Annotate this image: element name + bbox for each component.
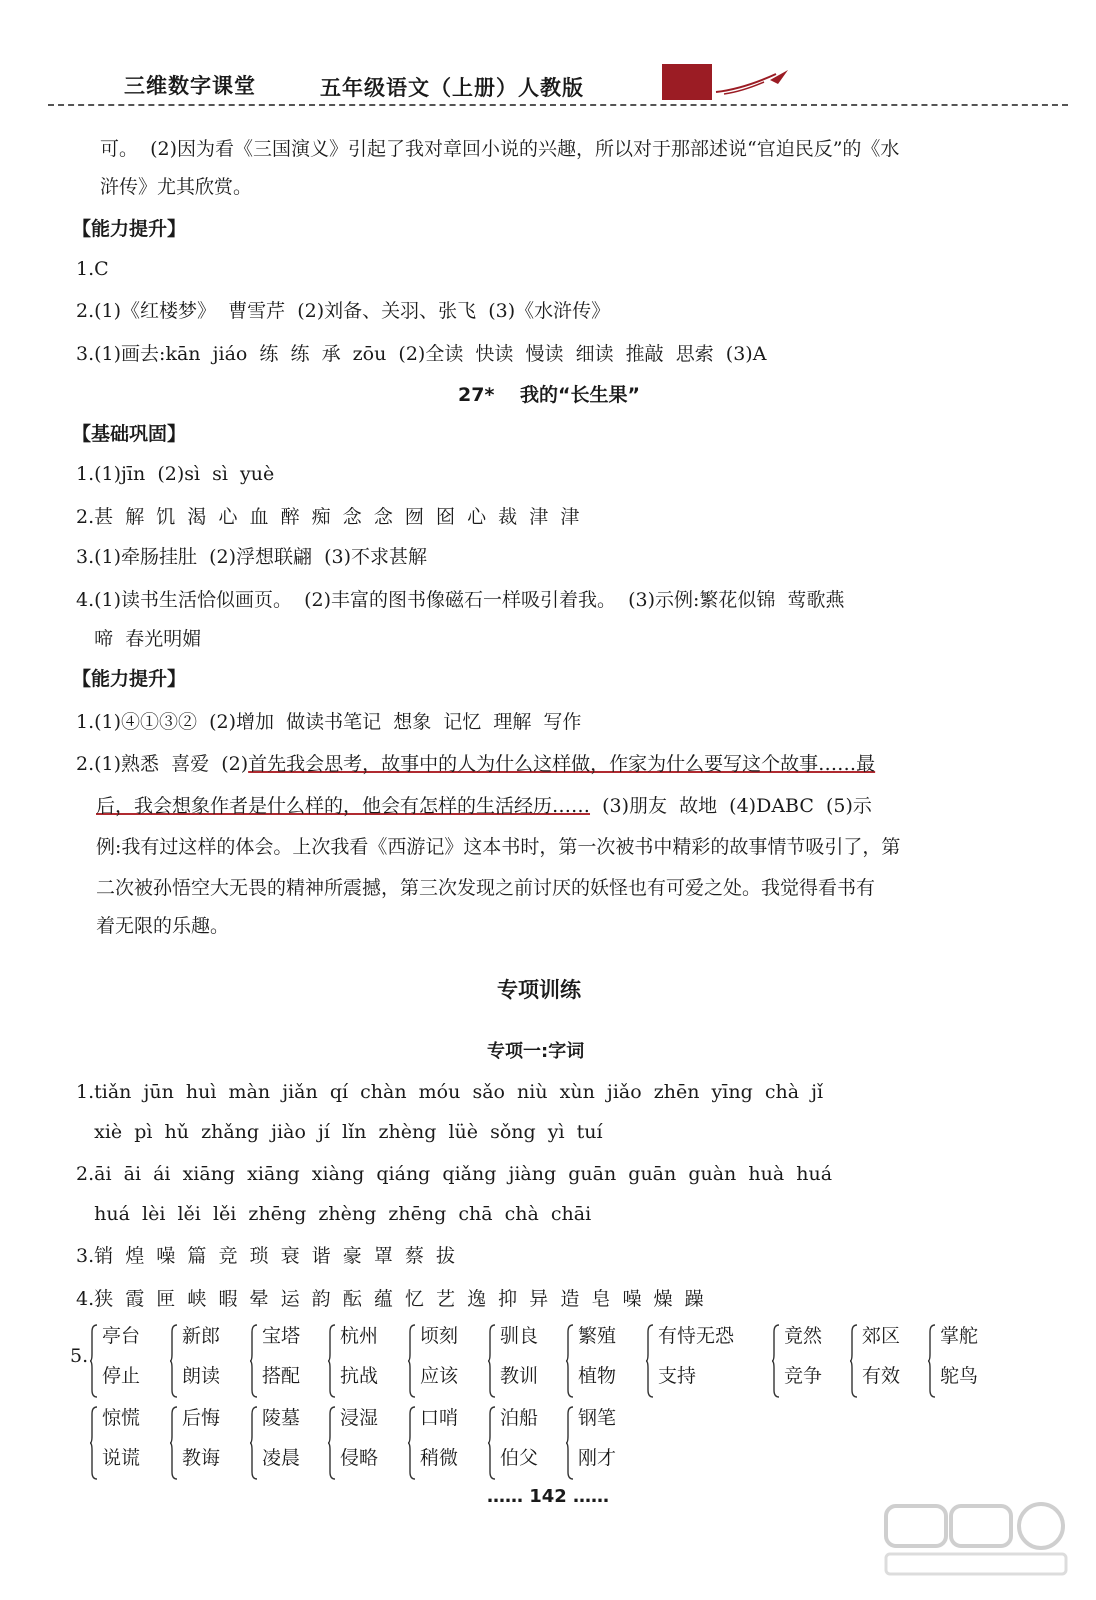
word-pair-bottom: 教训 bbox=[500, 1365, 539, 1387]
word-pair-bottom: 植物 bbox=[578, 1365, 617, 1387]
word-pair bbox=[488, 1404, 563, 1484]
text-line: 浒传》尤其欣赏。 bbox=[100, 176, 253, 198]
word-pair-top: 有恃无恐 bbox=[658, 1325, 735, 1347]
brace-mark bbox=[250, 1406, 258, 1480]
word-pair-top: 浸湿 bbox=[340, 1407, 379, 1429]
section-title: 专项训练 bbox=[497, 978, 581, 1002]
word-pair-top: 泊船 bbox=[500, 1407, 539, 1429]
word-pair-bottom: 教诲 bbox=[182, 1447, 221, 1469]
subject-title: 五年级语文（上册）人教版 bbox=[320, 76, 584, 100]
brace-mark bbox=[408, 1406, 416, 1480]
brace-mark bbox=[566, 1406, 574, 1480]
word-pair-bottom: 应该 bbox=[420, 1365, 459, 1387]
lesson-number: 27* bbox=[458, 384, 495, 406]
section-header: 【能力提升】 bbox=[72, 218, 187, 240]
word-pair bbox=[250, 1322, 325, 1402]
text-line: 2.(1)《红楼梦》 曹雪芹 (2)刘备、关羽、张飞 (3)《水浒传》 bbox=[76, 300, 611, 322]
text-line: 二次被孙悟空大无畏的精神所震撼，第三次发现之前讨厌的妖怪也有可爱之处。我觉得看书有 bbox=[96, 877, 876, 899]
text-line: 3.销 煌 噪 篇 竞 琐 衰 谐 豪 罩 蔡 拔 bbox=[76, 1245, 455, 1267]
subsection-title: 专项一:字词 bbox=[487, 1041, 585, 1062]
word-pair bbox=[170, 1404, 245, 1484]
brace-mark bbox=[90, 1324, 98, 1398]
brace-mark bbox=[250, 1324, 258, 1398]
word-pair bbox=[566, 1322, 641, 1402]
brace-mark bbox=[328, 1324, 336, 1398]
brace-mark bbox=[928, 1324, 936, 1398]
brace-mark bbox=[488, 1406, 496, 1480]
item-number: 5. bbox=[70, 1345, 89, 1367]
text-line: 1.tiǎn jūn huì màn jiǎn qí chàn móu sǎo niù xùn jiǎo zhēn yīng chà jǐ bbox=[76, 1081, 824, 1103]
text-line bbox=[76, 750, 1096, 778]
brace-mark bbox=[772, 1324, 780, 1398]
word-pair bbox=[90, 1404, 165, 1484]
word-pair bbox=[488, 1322, 563, 1402]
word-pair-bottom: 凌晨 bbox=[262, 1447, 301, 1469]
word-pair bbox=[850, 1322, 925, 1402]
text-line: 着无限的乐趣。 bbox=[96, 915, 230, 937]
text-line: 1.(1)④①③② (2)增加 做读书笔记 想象 记忆 理解 写作 bbox=[76, 711, 582, 733]
word-pair-top: 竟然 bbox=[784, 1325, 823, 1347]
word-pair-bottom: 支持 bbox=[658, 1365, 697, 1387]
text-line: 2.āi āi ái xiāng xiāng xiàng qiáng qiǎng jiàng guān guān guàn huà huá bbox=[76, 1163, 833, 1185]
word-pair-top: 掌舵 bbox=[940, 1325, 979, 1347]
word-pair-top: 新郎 bbox=[182, 1325, 221, 1347]
text-line: 1.(1)jīn (2)sì sì yuè bbox=[76, 463, 275, 485]
text-line: xiè pì hǔ zhǎng jiào jí lǐn zhèng lüè sǒng yì tuí bbox=[76, 1121, 603, 1143]
word-pair bbox=[328, 1404, 403, 1484]
word-pair-bottom: 说谎 bbox=[102, 1447, 141, 1469]
brace-mark bbox=[328, 1406, 336, 1480]
text-line: 3.(1)牵肠挂肚 (2)浮想联翩 (3)不求甚解 bbox=[76, 546, 428, 568]
word-pair-top: 后悔 bbox=[182, 1407, 221, 1429]
word-pair bbox=[328, 1322, 403, 1402]
word-pair-top: 陵墓 bbox=[262, 1407, 301, 1429]
word-pair-bottom: 侵略 bbox=[340, 1447, 379, 1469]
page-number: …… 142 …… bbox=[486, 1486, 610, 1507]
word-pair bbox=[566, 1404, 641, 1484]
page-header bbox=[48, 60, 1058, 110]
word-pair-top: 繁殖 bbox=[578, 1325, 617, 1347]
word-pair-bottom: 竞争 bbox=[784, 1365, 823, 1387]
brace-mark bbox=[566, 1324, 574, 1398]
word-pair-top: 驯良 bbox=[500, 1325, 539, 1347]
word-pair-top: 杭州 bbox=[340, 1325, 379, 1347]
underlined-answer: 后，我会想象作者是什么样的，他会有怎样的生活经历…… bbox=[96, 795, 591, 817]
text-line: 可。 (2)因为看《三国演义》引起了我对章回小说的兴趣，所以对于那部述说“官迫民反”的《水 bbox=[100, 138, 900, 160]
section-header: 【能力提升】 bbox=[72, 668, 187, 690]
rocket-icon bbox=[714, 66, 794, 96]
lesson-title: 我的“长生果” bbox=[520, 384, 640, 406]
word-pair-top: 郊区 bbox=[862, 1325, 901, 1347]
word-pair-bottom: 鸵鸟 bbox=[940, 1365, 979, 1387]
brace-mark bbox=[170, 1406, 178, 1480]
word-pair-top: 惊慌 bbox=[102, 1407, 141, 1429]
text-line: 1.C bbox=[76, 258, 109, 280]
brace-mark bbox=[850, 1324, 858, 1398]
brace-mark bbox=[646, 1324, 654, 1398]
brace-mark bbox=[488, 1324, 496, 1398]
word-pair bbox=[772, 1322, 847, 1402]
text-line: huá lèi lěi lěi zhēng zhèng zhēng chā chà chāi bbox=[76, 1203, 592, 1225]
word-pair-top: 口哨 bbox=[420, 1407, 459, 1429]
section-header: 【基础巩固】 bbox=[72, 423, 187, 445]
text-line: 3.(1)画去:kān jiáo 练 练 承 zōu (2)全读 快读 慢读 细读 推敲 思索 (3)A bbox=[76, 343, 767, 365]
text-line: 2.甚 解 饥 渴 心 血 醉 痴 念 念 囫 囵 心 裁 津 津 bbox=[76, 506, 580, 528]
underlined-answer: 首先我会思考，故事中的人为什么这样做，作家为什么要写这个故事……最 bbox=[248, 753, 876, 775]
word-pair-bottom: 刚才 bbox=[578, 1447, 617, 1469]
word-pair bbox=[646, 1322, 756, 1402]
word-pair-bottom: 伯父 bbox=[500, 1447, 539, 1469]
brand-title: 三维数字课堂 bbox=[124, 74, 256, 98]
text-line: 4.狭 霞 匣 峡 暇 晕 运 韵 酝 蕴 忆 艺 逸 抑 异 造 皂 噪 燥 躁 bbox=[76, 1288, 704, 1310]
text-line: 4.(1)读书生活恰似画页。 (2)丰富的图书像磁石一样吸引着我。 (3)示例:繁花似锦 莺歌燕 bbox=[76, 589, 845, 611]
text-segment: 2.(1)熟悉 喜爱 (2) bbox=[76, 753, 249, 775]
brace-mark bbox=[90, 1406, 98, 1480]
text-line: 啼 春光明媚 bbox=[76, 628, 202, 650]
logo-block bbox=[662, 64, 712, 100]
text-segment: (3)朋友 故地 (4)DABC (5)示 bbox=[590, 795, 872, 817]
word-pair-bottom: 有效 bbox=[862, 1365, 901, 1387]
word-pair-bottom: 搭配 bbox=[262, 1365, 301, 1387]
brace-mark bbox=[408, 1324, 416, 1398]
word-pair-top: 顷刻 bbox=[420, 1325, 459, 1347]
word-pair-bottom: 停止 bbox=[102, 1365, 141, 1387]
word-pair-top: 宝塔 bbox=[262, 1325, 301, 1347]
word-pair bbox=[90, 1322, 165, 1402]
word-pair bbox=[928, 1322, 1003, 1402]
word-pair-bottom: 抗战 bbox=[340, 1365, 379, 1387]
word-pair bbox=[408, 1322, 483, 1402]
header-divider bbox=[48, 104, 1068, 106]
word-pair-top: 钢笔 bbox=[578, 1407, 617, 1429]
text-line bbox=[96, 792, 1096, 820]
watermark-logo bbox=[876, 1500, 1076, 1580]
word-pair bbox=[170, 1322, 245, 1402]
word-pair-bottom: 朗读 bbox=[182, 1365, 221, 1387]
word-pair bbox=[408, 1404, 483, 1484]
word-pair-top: 亭台 bbox=[102, 1325, 141, 1347]
word-pair bbox=[250, 1404, 325, 1484]
word-pair-bottom: 稍微 bbox=[420, 1447, 459, 1469]
text-line: 例:我有过这样的体会。上次我看《西游记》这本书时，第一次被书中精彩的故事情节吸引了，第 bbox=[96, 836, 901, 858]
brace-mark bbox=[170, 1324, 178, 1398]
